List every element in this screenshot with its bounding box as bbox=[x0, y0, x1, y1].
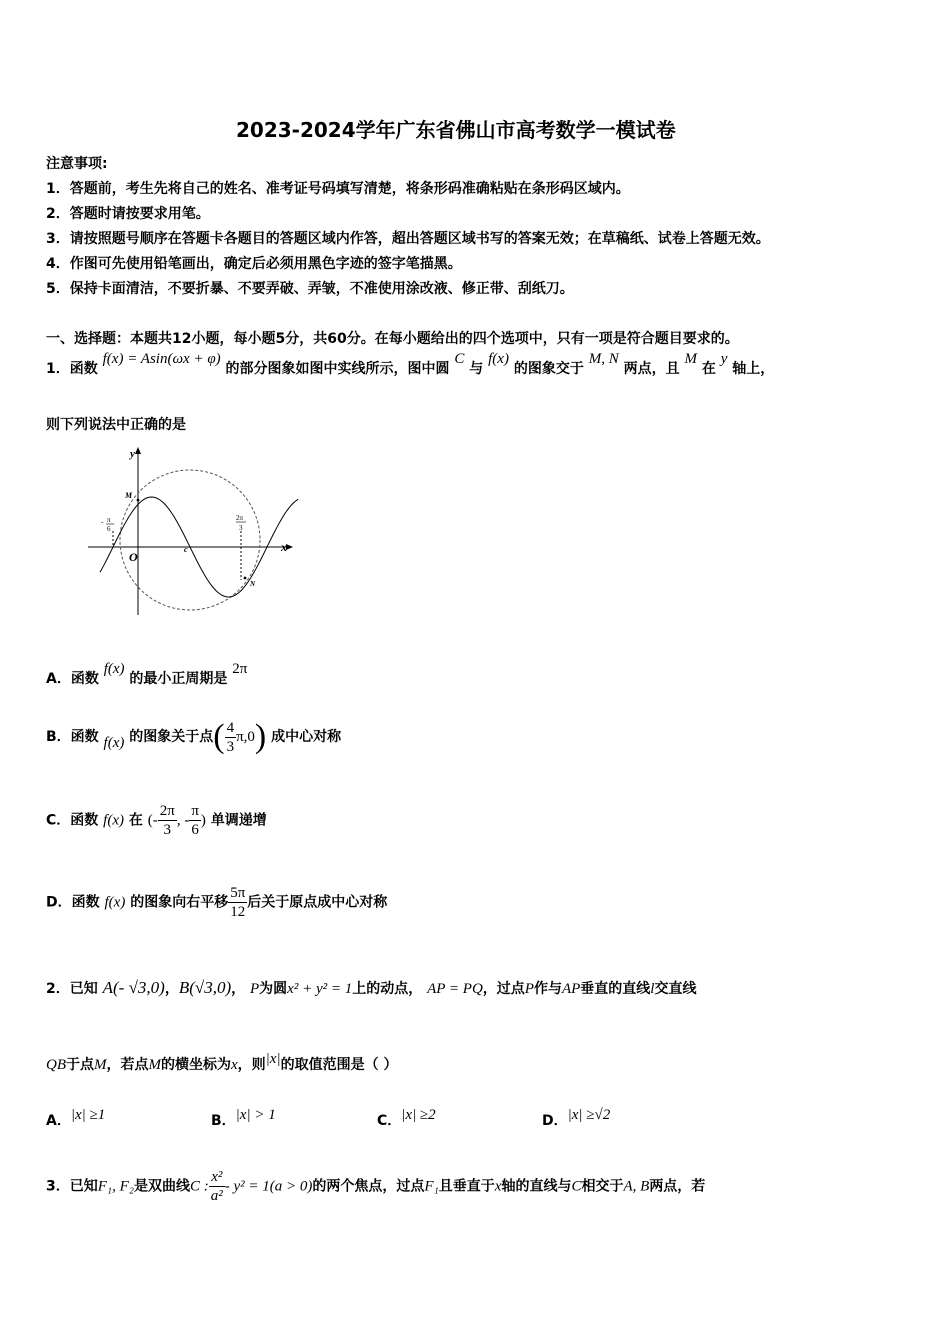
label-neg-sign: - bbox=[101, 518, 104, 526]
q3-text-1: 是双曲线 bbox=[134, 1178, 191, 1195]
q2-option-b bbox=[211, 1107, 276, 1130]
q2-circle-eq: x² + y² = 1 bbox=[287, 981, 353, 997]
q3-text-3: 且垂直于 bbox=[438, 1178, 495, 1195]
q2-text-1: 为圆 bbox=[259, 981, 288, 997]
q3-line-1 bbox=[46, 1168, 705, 1205]
q1-c-frac-1 bbox=[158, 802, 177, 839]
q2-c-value: |x| ≥2 bbox=[401, 1107, 436, 1123]
q1-option-a bbox=[46, 661, 248, 688]
q1-text-6: 轴上， bbox=[732, 361, 775, 377]
q2-text-2: 上的动点， bbox=[352, 981, 423, 997]
q1-text-4: 两点，且 bbox=[623, 361, 680, 377]
q3-number: 3．已知 bbox=[46, 1178, 98, 1195]
q1-line bbox=[46, 351, 775, 378]
q1-d-den: 12 bbox=[230, 904, 246, 920]
q2-text-9: 的横坐标为 bbox=[161, 1057, 231, 1073]
q3-F1: F₁ bbox=[424, 1178, 439, 1195]
q1-d-label: D．函数 bbox=[46, 894, 100, 911]
q2-number: 2．已知 bbox=[46, 981, 98, 997]
q1-b-paren-close: ) bbox=[254, 718, 267, 755]
q2-text-6: 交直线 bbox=[654, 981, 697, 997]
notice-item-1: 1．答题前，考生先将自己的姓名、准考证号码填写清楚，将条形码准确粘贴在条形码区域内。 bbox=[46, 181, 630, 197]
q1-number: 1．函数 bbox=[46, 361, 98, 377]
label-origin: O bbox=[129, 550, 138, 564]
q1-text-5: 在 bbox=[701, 361, 716, 377]
q1-c-close: ) bbox=[200, 812, 206, 829]
q2-l: l bbox=[650, 981, 655, 997]
label-M: M bbox=[125, 491, 133, 500]
q1-b-den: 3 bbox=[226, 738, 235, 755]
q2-eq: AP = PQ bbox=[427, 981, 483, 997]
q3-x: x bbox=[494, 1178, 502, 1195]
q1-b-tail: π,0 bbox=[236, 729, 255, 745]
q2-a-value: |x| ≥1 bbox=[70, 1107, 106, 1123]
q2-M2: M bbox=[148, 1057, 161, 1073]
q2-P: P bbox=[250, 981, 260, 997]
q1-c-n2: π bbox=[191, 803, 199, 819]
q1-c-text: 在 bbox=[128, 812, 143, 829]
q1-text-1: 的部分图象如图中实线所示，图中圆 bbox=[225, 361, 450, 377]
x-axis-arrow-icon bbox=[286, 544, 293, 550]
q2-text-7: 于点 bbox=[66, 1057, 94, 1073]
q2-sep-2: ， bbox=[231, 981, 246, 997]
q1-axis-y: y bbox=[720, 351, 728, 367]
q2-b-label: B． bbox=[211, 1113, 236, 1129]
q1-c-d1: 3 bbox=[163, 822, 172, 838]
notice-item-4: 4．作图可先使用铅笔画出，确定后必须用黑色字迹的签字笔描黑。 bbox=[46, 256, 462, 272]
q2-text-4: 作与 bbox=[533, 981, 562, 997]
q2-option-a bbox=[46, 1107, 106, 1130]
q2-c-label: C． bbox=[377, 1113, 402, 1129]
label-neg-den: 6 bbox=[107, 525, 111, 533]
q1-c-n1: 2π bbox=[159, 803, 175, 819]
point-N bbox=[244, 577, 247, 580]
q1-c-fx: f(x) bbox=[103, 812, 124, 829]
q1-circle-C: C bbox=[454, 351, 465, 367]
q3-foci: F₁, F₂ bbox=[97, 1178, 135, 1195]
label-pos-den: 3 bbox=[239, 524, 243, 532]
label-pos-num: 2π bbox=[236, 514, 244, 522]
q2-point-B: B(√3,0) bbox=[178, 978, 232, 997]
q2-option-c bbox=[377, 1107, 436, 1130]
section-heading: 一、选择题：本题共12小题，每小题5分，共60分。在每小题给出的四个选项中，只有一项是符合题目要求的。 bbox=[46, 331, 739, 347]
label-y: y bbox=[130, 448, 135, 460]
notice-item-3: 3．请按照题号顺序在答题卡各题目的答题区域内作答，超出答题区域书写的答案无效；在草稿纸、试卷上答题无效。 bbox=[46, 231, 770, 247]
q1-points-MN: M, N bbox=[588, 351, 619, 367]
q3-frac-num: x² bbox=[209, 1168, 225, 1187]
q2-sep: ， bbox=[164, 981, 179, 997]
point-M bbox=[137, 499, 140, 502]
q1-d-text-2: 后关于原点成中心对称 bbox=[247, 894, 388, 911]
q2-a-label: A． bbox=[46, 1113, 71, 1129]
q1-text-2: 与 bbox=[469, 361, 484, 377]
q1-c-frac-2 bbox=[189, 802, 201, 839]
q1-a-text: 的最小正周期是 bbox=[129, 671, 228, 687]
q2-P2: P bbox=[524, 981, 534, 997]
q3-text-6: 两点，若 bbox=[649, 1178, 706, 1195]
label-c: c bbox=[184, 545, 188, 554]
q3-text-5: 相交于 bbox=[581, 1178, 624, 1195]
q2-text-8: ，若点 bbox=[106, 1057, 149, 1073]
q1-option-d bbox=[46, 884, 387, 921]
q1-d-fraction bbox=[228, 884, 247, 921]
q2-option-d bbox=[542, 1107, 611, 1130]
q1-b-text-2: 成中心对称 bbox=[271, 729, 342, 745]
label-N: N bbox=[250, 580, 256, 588]
q2-text-3: ，过点 bbox=[482, 981, 525, 997]
q1-b-num: 4 bbox=[226, 719, 235, 736]
notice-item-5: 5．保持卡面清洁，不要折暴、不要弄破、弄皱，不准使用涂改液、修正带、刮纸刀。 bbox=[46, 281, 574, 297]
q2-line-2 bbox=[46, 1051, 398, 1074]
label-x: x bbox=[281, 540, 287, 554]
q2-point-A: A(- √3,0) bbox=[102, 978, 165, 997]
notice-heading: 注意事项: bbox=[46, 156, 108, 172]
q3-fraction bbox=[209, 1168, 225, 1205]
q2-M: M bbox=[94, 1057, 107, 1073]
q1-c-d2: 6 bbox=[191, 822, 199, 838]
q1-a-label: A．函数 bbox=[46, 671, 99, 687]
q1-a-value: 2π bbox=[232, 661, 248, 677]
q3-frac-den: a² bbox=[210, 1188, 223, 1204]
q1-text-3: 的图象交于 bbox=[513, 361, 584, 377]
page-title: 2023-2024学年广东省佛山市高考数学一模试卷 bbox=[236, 118, 676, 142]
y-axis-arrow-icon bbox=[135, 447, 141, 454]
q2-text-10: ，则 bbox=[237, 1057, 266, 1073]
q1-option-c bbox=[46, 802, 267, 839]
q1-c-mid: , - bbox=[176, 812, 190, 829]
q2-AP: AP bbox=[561, 981, 581, 997]
q1-b-text: 的图象关于点 bbox=[129, 729, 214, 745]
q1-b-label: B．函数 bbox=[46, 729, 99, 745]
q1-fx: f(x) bbox=[488, 351, 509, 367]
q1-c-text-2: 单调递增 bbox=[210, 812, 267, 829]
label-neg-num: π bbox=[107, 516, 111, 524]
q3-text-2: 的两个焦点，过点 bbox=[312, 1178, 425, 1195]
q2-QB: QB bbox=[46, 1057, 66, 1073]
q1-graph bbox=[88, 440, 308, 620]
q3-AB: A, B bbox=[623, 1178, 650, 1195]
circle-C bbox=[120, 470, 260, 610]
q2-d-value: |x| ≥√2 bbox=[567, 1107, 611, 1123]
q1-c-open: (- bbox=[147, 812, 158, 829]
q2-abs-x: |x| bbox=[265, 1051, 281, 1067]
q2-text-11: 的取值范围是（ ） bbox=[280, 1057, 398, 1073]
q2-d-label: D． bbox=[542, 1113, 568, 1129]
q1-b-fx: f(x) bbox=[103, 735, 125, 751]
q3-curve-name: C : bbox=[190, 1178, 209, 1195]
q2-x: x bbox=[231, 1057, 238, 1073]
q2-b-value: |x| > 1 bbox=[235, 1107, 276, 1123]
q1-d-fx: f(x) bbox=[104, 894, 126, 911]
q1-function-expr: f(x) = Asin(ωx + φ) bbox=[102, 351, 221, 367]
q1-c-label: C．函数 bbox=[46, 812, 99, 829]
q1-a-fx: f(x) bbox=[103, 661, 125, 677]
q1-b-paren-open: ( bbox=[213, 718, 225, 755]
q1-point-M: M bbox=[684, 351, 697, 367]
q1-d-num: 5π bbox=[230, 885, 246, 901]
q1-d-text: 的图象向右平移 bbox=[130, 894, 229, 911]
q3-text-4: 轴的直线与 bbox=[501, 1178, 572, 1195]
q3-curve-rest: - y² = 1(a > 0) bbox=[224, 1178, 313, 1195]
q1-option-b bbox=[46, 718, 341, 756]
q3-C: C bbox=[571, 1178, 582, 1195]
q2-text-5: 垂直的直线 bbox=[580, 981, 651, 997]
q2-line-1 bbox=[46, 978, 696, 998]
q1-line-2: 则下列说法中正确的是 bbox=[46, 417, 186, 433]
q1-b-fraction bbox=[225, 719, 237, 756]
notice-item-2: 2．答题时请按要求用笔。 bbox=[46, 206, 210, 222]
